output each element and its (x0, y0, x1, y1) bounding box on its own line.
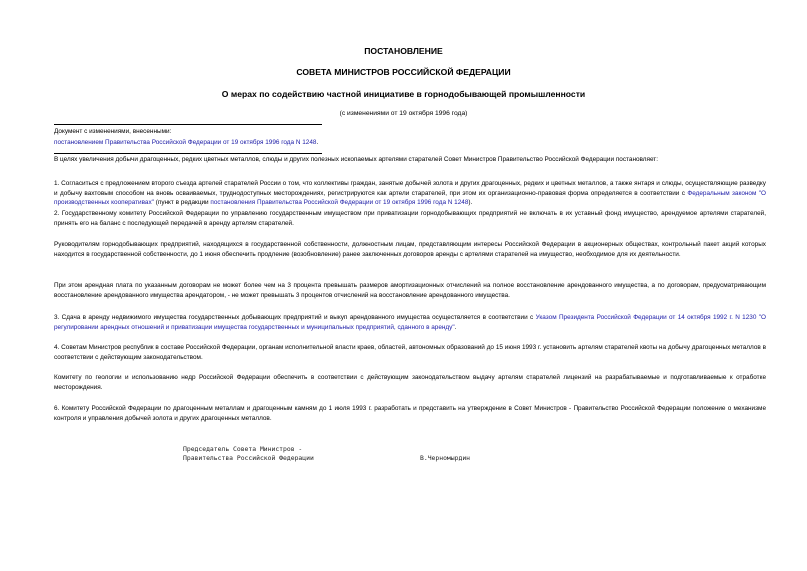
paragraph-5-text-b: . (454, 323, 457, 331)
resolution-1248-link[interactable]: постановления Правительства Российской Федерации от 19 октября 1996 года N 1248 (210, 199, 469, 207)
amendment-note-label: Документ с изменениями, внесенными: (54, 128, 172, 135)
presidential-decree-link[interactable]: Указом Президента Российской Федерации от 14 октября 1992 г. N 1230 "О регулировании арендных отношений и приватизации имущества государственных и муниципальных предприятий, сданного в аренду" (54, 314, 766, 331)
paragraph-1-text-a: 1. Согласиться с предложением второго съезда артелей старателей России о том, что коллективы граждан, занятые добычей золота и других драгоценных, редких и цветных металлов, а также янтаря и слюды, осуществляющие разведку и добычу вахтовым способом на вновь осваиваемых, труднодоступных месторождениях, регистрируются как артели старателей, при этом их организационно-правовая форма определяется в соответствии с (54, 180, 766, 197)
preamble-paragraph: В целях увеличения добычи драгоценных, редких цветных металлов, слюды и других полезных ископаемых артелями старателей Совет Министров Правительство Российской Федерации постановляет: (54, 156, 659, 163)
paragraph-6: 4. Советам Министров республик в составе Российской Федерации, органам исполнительной власти краев, областей, автономных образований до 15 июня 1993 г. установить артелям старателей квоты на добычу драгоценных металлов в соответствии с действующим законодательством. (54, 344, 766, 361)
paragraph-3: Руководителям горнодобывающих предприятий, находящихся в государственной собственности, должностным лицам, представляющим интересы Российской Федерации в акционерных обществах, контрольный пакет акций которых находится в государственной собственности, до 1 июня обеспечить продление (возобновление) ранее заключенных договоров аренды с артелями старателей на имущество, необходимое для их деятельности. (54, 241, 766, 258)
signatory-name: В.Черномырдин (420, 454, 471, 462)
paragraph-5-text-a: 3. Сдача в аренду недвижимого имущества государственных добывающих предприятий и выкуп арендованного имущества осуществляется в соответствии с (54, 314, 536, 321)
paragraph-1-text-c: ). (468, 199, 473, 207)
paragraph-8: 6. Комитету Российской Федерации по драгоценным металлам и драгоценным камням до 1 июля 1993 г. разработать и представить на утверждение в Совет Министров - Правительство Российской Федерации положение о механизме контроля и управления добычей золота и других драгоценных металлов. (54, 405, 766, 422)
document-type-title: ПОСТАНОВЛЕНИЕ (364, 46, 443, 56)
amendments-note: (с изменениями от 19 октября 1996 года) (339, 110, 468, 117)
paragraph-7: Комитету по геологии и использованию недр Российской Федерации обеспечить в соответствии с действующим законодательством выдачу артелям старателей лицензий на разрабатываемые и подготавливаемые к отработке месторождения. (54, 374, 766, 391)
amendment-note-end: . (316, 139, 319, 146)
signatory-role-line-2: Правительства Российской Федерации (183, 454, 314, 462)
note-bottom-divider (54, 153, 322, 154)
paragraph-1 (54, 179, 766, 208)
paragraph-5 (54, 313, 766, 332)
cooperatives-law-link[interactable]: Федеральным законом "О производственных кооперативах" (54, 189, 766, 207)
signatory-role-line-1: Председатель Совета Министров - (183, 445, 303, 453)
amendment-note (54, 139, 318, 147)
note-top-divider (54, 124, 322, 125)
document-subject: О мерах по содействию частной инициативе в горнодобывающей промышленности (221, 89, 586, 99)
issuing-authority: СОВЕТА МИНИСТРОВ РОССИЙСКОЙ ФЕДЕРАЦИИ (296, 67, 511, 77)
paragraph-2: 2. Государственному комитету Российской Федерации по управлению государственным имуществом при приватизации горнодобывающих предприятий не включать в их уставный фонд имущество, арендуемое артелями старателей, принять его на баланс с последующей передачей в аренду артелям старателей. (54, 210, 766, 227)
amendment-link[interactable]: постановлением Правительства Российской Федерации от 19 октября 1996 года N 1248 (54, 139, 317, 146)
paragraph-4: При этом арендная плата по указанным договорам не может более чем на 3 процента превышать размеров амортизационных отчислений на полное восстановление арендованного имущества, а по договорам, предусматривающим восстановление арендованного имущества арендатором, - не может превышать 3 процентов отчислений на восстановление арендованного имущества. (54, 282, 766, 299)
paragraph-1-text-b: (пункт в редакции (153, 199, 211, 207)
